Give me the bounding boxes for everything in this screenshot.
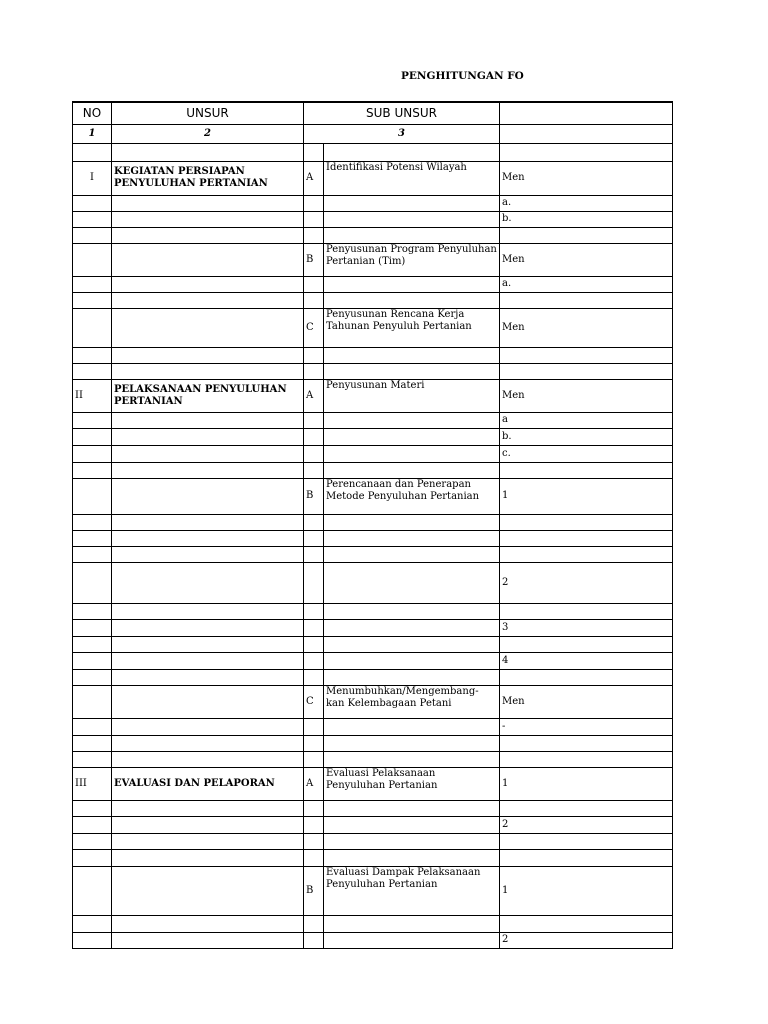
table-row (73, 751, 673, 767)
table-row (73, 308, 673, 347)
row-sub-unsur (324, 445, 500, 462)
row-no (73, 292, 112, 308)
table-row (73, 603, 673, 619)
table-row (73, 227, 673, 243)
row-detail: 1 (500, 866, 673, 915)
row-no (73, 652, 112, 669)
row-sub-unsur (324, 718, 500, 735)
row-no (73, 866, 112, 915)
column-number-1: 1 (73, 124, 112, 143)
row-sub-code (304, 530, 324, 546)
row-unsur (112, 445, 304, 462)
row-no (73, 833, 112, 849)
row-sub-code (304, 735, 324, 751)
row-detail (500, 669, 673, 685)
row-unsur (112, 546, 304, 562)
row-no (73, 211, 112, 227)
row-unsur (112, 751, 304, 767)
table-row (73, 412, 673, 428)
row-unsur (112, 932, 304, 948)
row-sub-unsur: Evaluasi Pelaksanaan Penyuluhan Pertanian (324, 767, 500, 800)
row-sub-code: C (304, 685, 324, 718)
row-no (73, 932, 112, 948)
row-sub-unsur: Evaluasi Dampak Pelaksanaan Penyuluhan Pertanian (324, 866, 500, 915)
row-sub-unsur (324, 562, 500, 603)
row-detail: a. (500, 276, 673, 292)
row-no (73, 546, 112, 562)
row-unsur (112, 816, 304, 833)
row-no (73, 735, 112, 751)
row-sub-code (304, 619, 324, 636)
row-no (73, 227, 112, 243)
row-sub-unsur (324, 514, 500, 530)
row-no (73, 562, 112, 603)
row-sub-unsur (324, 636, 500, 652)
table-row (73, 932, 673, 948)
row-no (73, 669, 112, 685)
row-sub-unsur (324, 932, 500, 948)
row-unsur (112, 243, 304, 276)
row-detail: b. (500, 211, 673, 227)
row-sub-code: A (304, 379, 324, 412)
row-no (73, 800, 112, 816)
row-unsur (112, 619, 304, 636)
row-unsur (112, 363, 304, 379)
row-sub-code (304, 227, 324, 243)
header-sub-unsur: SUB UNSUR (304, 102, 500, 124)
table-row (73, 718, 673, 735)
row-sub-code: B (304, 866, 324, 915)
row-unsur (112, 227, 304, 243)
row-sub-unsur (324, 800, 500, 816)
row-sub-unsur (324, 669, 500, 685)
row-detail: a. (500, 195, 673, 211)
table-row (73, 363, 673, 379)
row-detail (500, 347, 673, 363)
row-unsur (112, 718, 304, 735)
row-sub-unsur (324, 276, 500, 292)
row-sub-code: A (304, 161, 324, 195)
row-sub-unsur: Penyusunan Materi (324, 379, 500, 412)
row-no (73, 685, 112, 718)
row-sub-code (304, 669, 324, 685)
row-detail (500, 751, 673, 767)
row-sub-code (304, 652, 324, 669)
row-detail (500, 735, 673, 751)
row-sub-unsur: Identifikasi Potensi Wilayah (324, 161, 500, 195)
row-detail: - (500, 718, 673, 735)
row-sub-code (304, 816, 324, 833)
table-row (73, 478, 673, 514)
row-unsur: EVALUASI DAN PELAPORAN (112, 767, 304, 800)
row-unsur (112, 195, 304, 211)
row-unsur (112, 866, 304, 915)
row-detail: Men (500, 243, 673, 276)
row-detail: 3 (500, 619, 673, 636)
table-row (73, 800, 673, 816)
table-row (73, 211, 673, 227)
row-detail: Men (500, 379, 673, 412)
row-unsur (112, 800, 304, 816)
row-sub-unsur (324, 816, 500, 833)
row-no (73, 347, 112, 363)
row-sub-code (304, 211, 324, 227)
row-sub-unsur (324, 347, 500, 363)
table-row (73, 546, 673, 562)
row-sub-code (304, 276, 324, 292)
table-row (73, 347, 673, 363)
row-unsur (112, 685, 304, 718)
row-unsur (112, 735, 304, 751)
row-sub-unsur (324, 735, 500, 751)
row-no (73, 849, 112, 866)
row-unsur (112, 143, 304, 161)
row-sub-unsur (324, 619, 500, 636)
row-unsur (112, 652, 304, 669)
row-sub-code (304, 800, 324, 816)
row-sub-code (304, 462, 324, 478)
row-sub-code: C (304, 308, 324, 347)
row-detail (500, 915, 673, 932)
row-sub-unsur (324, 751, 500, 767)
row-no (73, 243, 112, 276)
row-sub-code: A (304, 767, 324, 800)
row-unsur (112, 462, 304, 478)
row-unsur (112, 636, 304, 652)
table-row (73, 292, 673, 308)
table-row (73, 866, 673, 915)
row-detail: 4 (500, 652, 673, 669)
row-detail (500, 363, 673, 379)
row-sub-unsur (324, 849, 500, 866)
row-sub-unsur (324, 603, 500, 619)
row-no (73, 514, 112, 530)
row-detail: 1 (500, 767, 673, 800)
row-sub-code (304, 363, 324, 379)
table-row (73, 669, 673, 685)
row-no (73, 751, 112, 767)
table-row (73, 161, 673, 195)
header-row (73, 102, 673, 124)
row-sub-code (304, 751, 324, 767)
column-number-3: 3 (304, 124, 500, 143)
row-sub-unsur (324, 227, 500, 243)
row-sub-unsur (324, 195, 500, 211)
row-sub-unsur: Menumbuhkan/Mengembang-kan Kelembagaan Petani (324, 685, 500, 718)
row-sub-unsur (324, 143, 500, 161)
row-unsur (112, 308, 304, 347)
row-sub-code (304, 603, 324, 619)
row-unsur (112, 669, 304, 685)
spreadsheet-viewport (72, 101, 525, 946)
row-sub-unsur (324, 428, 500, 445)
row-no (73, 308, 112, 347)
row-no (73, 412, 112, 428)
row-sub-code: B (304, 243, 324, 276)
row-no (73, 915, 112, 932)
row-no (73, 619, 112, 636)
row-no (73, 276, 112, 292)
row-detail (500, 530, 673, 546)
table-row (73, 619, 673, 636)
row-sub-unsur (324, 363, 500, 379)
column-number-cut-off (500, 124, 673, 143)
row-sub-code (304, 143, 324, 161)
row-sub-code (304, 849, 324, 866)
row-detail: 2 (500, 932, 673, 948)
row-sub-code (304, 636, 324, 652)
header-unsur: UNSUR (112, 102, 304, 124)
row-unsur (112, 915, 304, 932)
row-no (73, 530, 112, 546)
row-sub-code (304, 445, 324, 462)
table-row (73, 243, 673, 276)
row-detail: Men (500, 161, 673, 195)
row-detail: a (500, 412, 673, 428)
table-row (73, 379, 673, 412)
row-sub-code (304, 195, 324, 211)
table-row (73, 445, 673, 462)
row-detail: 2 (500, 562, 673, 603)
assessment-table (72, 101, 673, 949)
table-row (73, 530, 673, 546)
row-unsur (112, 849, 304, 866)
row-detail: b. (500, 428, 673, 445)
row-no (73, 363, 112, 379)
table-row (73, 143, 673, 161)
row-unsur (112, 211, 304, 227)
table-row (73, 562, 673, 603)
row-detail: 1 (500, 478, 673, 514)
row-sub-unsur (324, 412, 500, 428)
row-detail (500, 636, 673, 652)
row-unsur (112, 530, 304, 546)
row-detail: Men (500, 308, 673, 347)
row-no (73, 428, 112, 445)
row-no (73, 478, 112, 514)
row-sub-code (304, 514, 324, 530)
row-detail: Men (500, 685, 673, 718)
row-unsur: KEGIATAN PERSIAPAN PENYULUHAN PERTANIAN (112, 161, 304, 195)
row-no (73, 636, 112, 652)
row-detail: c. (500, 445, 673, 462)
table-row (73, 462, 673, 478)
row-unsur (112, 603, 304, 619)
table-row (73, 849, 673, 866)
row-sub-unsur (324, 652, 500, 669)
table-row (73, 428, 673, 445)
row-sub-code (304, 932, 324, 948)
row-unsur (112, 428, 304, 445)
row-detail (500, 143, 673, 161)
row-unsur (112, 478, 304, 514)
row-unsur (112, 276, 304, 292)
row-sub-code (304, 562, 324, 603)
header-cut-off (500, 102, 673, 124)
row-detail (500, 546, 673, 562)
row-sub-code (304, 833, 324, 849)
row-no: III (73, 767, 112, 800)
row-sub-unsur (324, 530, 500, 546)
row-sub-code (304, 347, 324, 363)
row-detail (500, 292, 673, 308)
table-row (73, 636, 673, 652)
row-no: I (73, 161, 112, 195)
row-detail (500, 227, 673, 243)
row-no (73, 816, 112, 833)
table-row (73, 652, 673, 669)
row-unsur: PELAKSANAAN PENYULUHAN PERTANIAN (112, 379, 304, 412)
row-no: II (73, 379, 112, 412)
row-detail (500, 849, 673, 866)
row-detail (500, 514, 673, 530)
row-no (73, 718, 112, 735)
row-sub-code: B (304, 478, 324, 514)
row-sub-unsur (324, 833, 500, 849)
row-sub-code (304, 428, 324, 445)
row-detail (500, 603, 673, 619)
row-sub-code (304, 292, 324, 308)
row-sub-unsur (324, 546, 500, 562)
table-row (73, 735, 673, 751)
table-row (73, 816, 673, 833)
page-title: PENGHITUNGAN FO (401, 70, 524, 82)
row-sub-unsur: Penyusunan Rencana Kerja Tahunan Penyuluh Pertanian (324, 308, 500, 347)
row-no (73, 195, 112, 211)
table-row (73, 833, 673, 849)
row-detail (500, 800, 673, 816)
row-sub-unsur: Perencanaan dan Penerapan Metode Penyuluhan Pertanian (324, 478, 500, 514)
table-row (73, 276, 673, 292)
row-sub-unsur (324, 292, 500, 308)
row-sub-unsur (324, 915, 500, 932)
table-row (73, 915, 673, 932)
row-sub-unsur: Penyusunan Program Penyuluhan Pertanian (Tim) (324, 243, 500, 276)
row-sub-unsur (324, 211, 500, 227)
row-sub-code (304, 546, 324, 562)
row-unsur (112, 833, 304, 849)
row-no (73, 143, 112, 161)
row-unsur (112, 292, 304, 308)
table-row (73, 767, 673, 800)
row-detail (500, 833, 673, 849)
column-number-row (73, 124, 673, 143)
row-no (73, 445, 112, 462)
table-row (73, 195, 673, 211)
row-sub-code (304, 718, 324, 735)
table-row (73, 514, 673, 530)
row-sub-unsur (324, 462, 500, 478)
row-no (73, 462, 112, 478)
row-unsur (112, 562, 304, 603)
table-row (73, 685, 673, 718)
row-detail: 2 (500, 816, 673, 833)
row-no (73, 603, 112, 619)
header-no: NO (73, 102, 112, 124)
column-number-2: 2 (112, 124, 304, 143)
row-unsur (112, 514, 304, 530)
row-sub-code (304, 915, 324, 932)
row-detail (500, 462, 673, 478)
row-sub-code (304, 412, 324, 428)
row-unsur (112, 347, 304, 363)
row-unsur (112, 412, 304, 428)
